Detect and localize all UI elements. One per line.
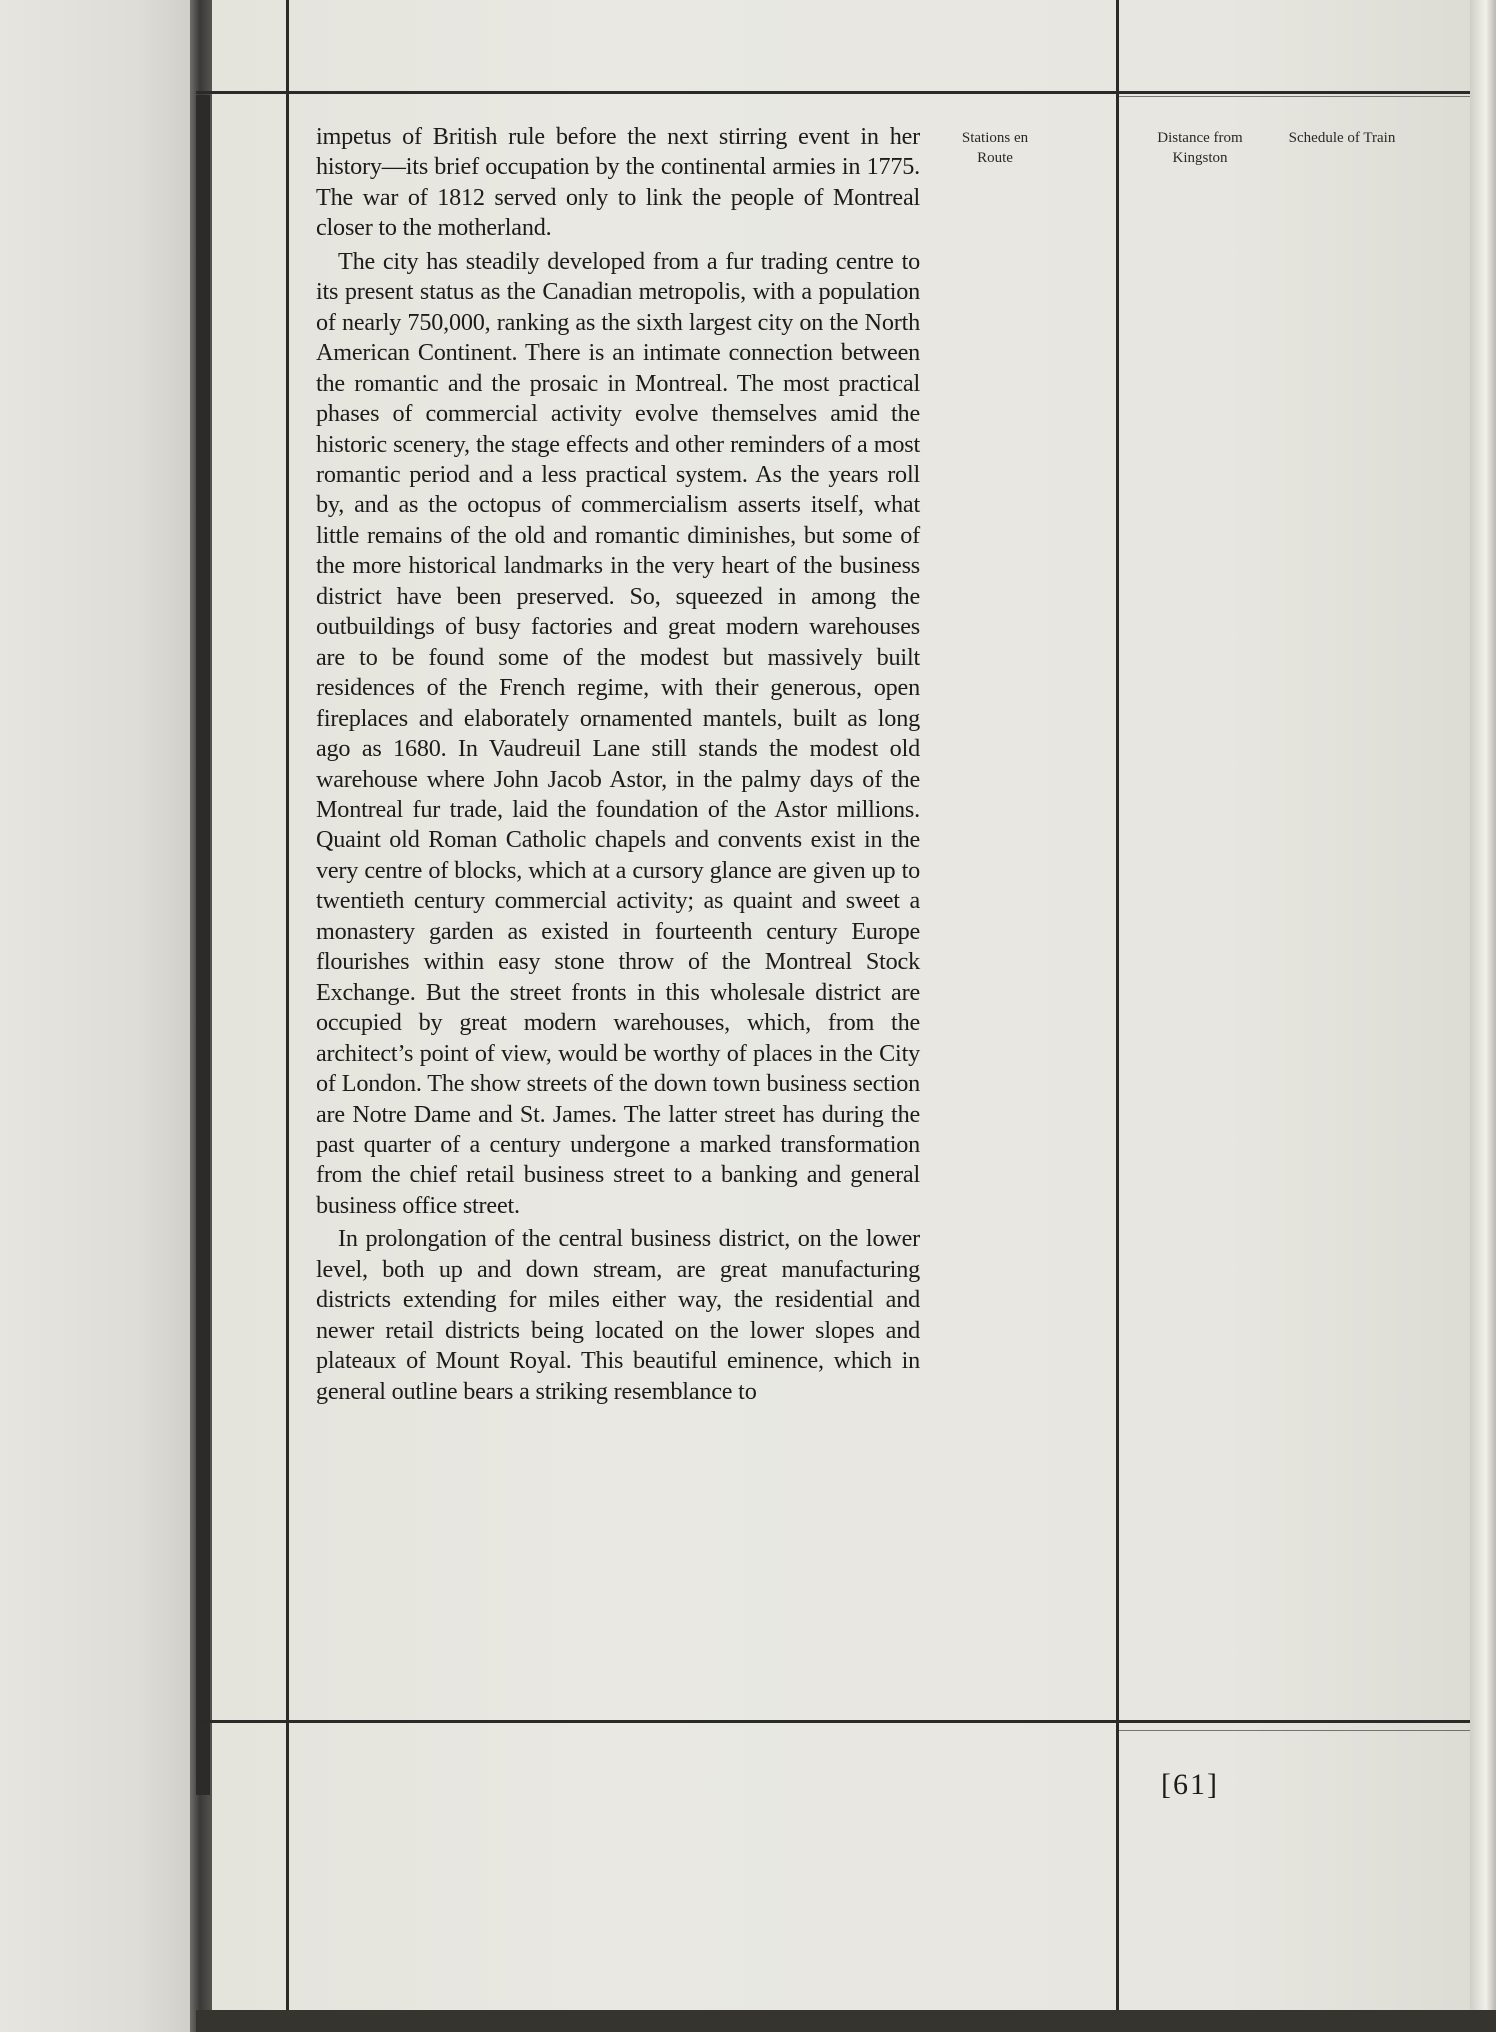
schedule-column-header: Schedule of Train xyxy=(1288,130,1396,146)
top-horizontal-rule-thin xyxy=(1116,96,1470,97)
body-text xyxy=(316,122,920,1407)
page-number: [61] xyxy=(1161,1768,1219,1801)
right-column-rule xyxy=(1116,0,1119,2010)
left-page-edge xyxy=(0,0,196,2032)
bottom-horizontal-rule-thin xyxy=(1116,1730,1470,1731)
right-page-edge xyxy=(1470,0,1496,2032)
paragraph-3: In prolongation of the central business district, on the lower level, both up and down stream, are great manufacturing districts extending for miles either way, the residential and newer retail districts being located on the lower slopes and plateaux of Mount Royal. This beautiful eminence, which in general outline bears a striking resemblance to xyxy=(316,1225,920,1405)
bottom-shadow-band xyxy=(196,2010,1496,2032)
distance-column-header: Distance from Kingston xyxy=(1157,130,1243,166)
binding-dark-strip xyxy=(196,95,210,1795)
left-column-rule xyxy=(286,0,289,2010)
paragraph-2: The city has steadily developed from a fur trading centre to its present status as the Canadian metropolis, with a population of nearly 750,000, ranking as the sixth largest city on the North American Continent. There is an intimate connection between the romantic and the prosaic in Montreal. The most practical phases of commercial activity evolve themselves amid the historic scenery, the stage effects and other reminders of a most romantic period and a less practical system. As the years roll by, and as the octopus of commercialism asserts itself, what little remains of the old and romantic diminishes, but some of the more historical landmarks in the very heart of the business district have been preserved. So, squeezed in among the outbuildings of busy factories and great modern warehouses are to be found some of the modest but massively built residences of the French regime, with their generous, open fireplaces and elaborately ornamented mantels, built as long ago as 1680. In Vaudreuil Lane still stands the modest old warehouse where John Jacob Astor, in the palmy days of the Montreal fur trade, laid the foundation of the Astor millions. Quaint old Roman Catholic chapels and convents exist in the very centre of blocks, which at a cursory glance are given up to twentieth century commercial activity; as quaint and sweet a monastery garden as existed in fourteenth century Europe flourishes within easy stone throw of the Montreal Stock Exchange. But the street fronts in this wholesale district are occupied by great modern warehouses, which, from the architect’s point of view, would be worthy of places in the City of London. The show streets of the down town business section are Notre Dame and St. James. The latter street has during the past quarter of a century undergone a marked transformation from the chief retail business street to a banking and general business office street. xyxy=(316,247,920,1219)
bottom-horizontal-rule xyxy=(196,1720,1470,1723)
paragraph-1: impetus of British rule before the next stirring event in her history—its brief occupation by the continental armies in 1775. The war of 1812 served only to link the people of Montreal closer to the motherland. xyxy=(316,123,920,242)
stations-column-header: Stations en Route xyxy=(961,130,1029,166)
top-horizontal-rule xyxy=(196,91,1470,94)
